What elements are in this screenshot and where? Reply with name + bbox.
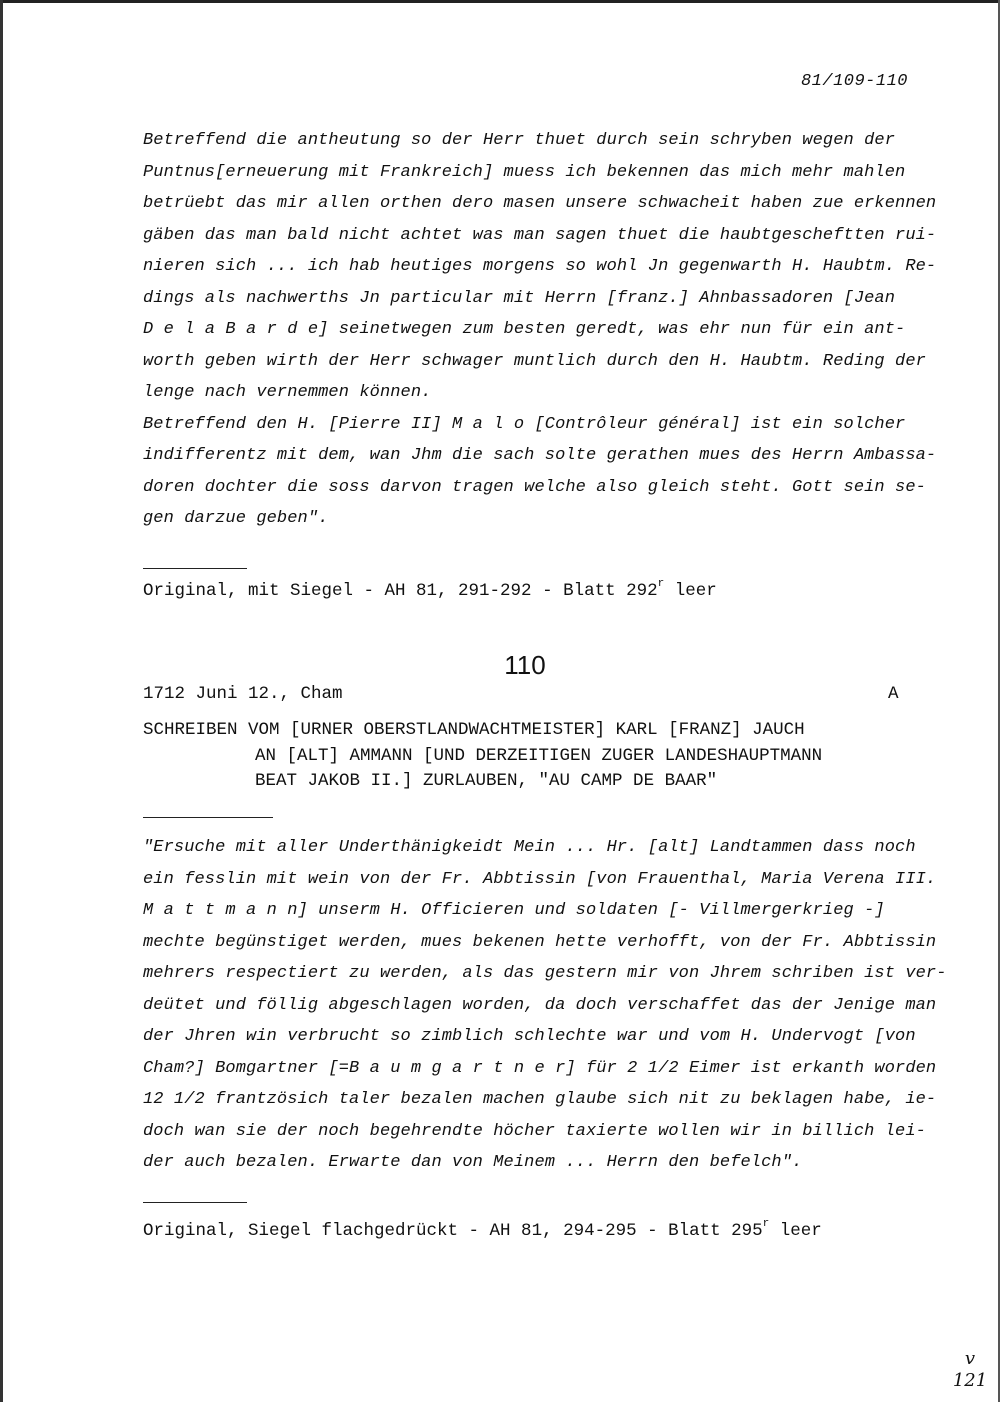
source-text-after: leer [769,1220,822,1241]
source-superscript: r [657,578,665,590]
source-text: Original, mit Siegel - AH 81, 291-292 - Blatt 292 [143,580,658,601]
letter-110-heading [143,718,923,795]
heading-rule [143,817,273,818]
source-text-after: leer [664,580,717,601]
text-line: Betreffend die antheutung so der Herr thuet durch sein schryben wegen der [143,131,896,150]
scan-edge-left [0,0,3,1402]
source-superscript: r [762,1218,770,1230]
text-line: M a t t m a n n] unserm H. Officieren und soldaten [- Villmergerkrieg -] [143,901,885,920]
text-line: der auch bezalen. Erwarte dan von Meinem ... Herrn den befelch". [143,1153,803,1172]
date-place: 1712 Juni 12., Cham [143,684,343,704]
text-line: deütet und föllig abgeschlagen worden, da doch verschaffet das der Jenige man [143,995,937,1015]
letter-109-source [143,580,717,601]
text-line: doren dochter die soss darvon tragen welche also gleich steht. Gott sein se- [143,477,926,497]
text-line: der Jhren win verbrucht so zimblich schlechte war und vom H. Undervogt [von [143,1027,916,1046]
text-line: D e l a B a r d e] seinetwegen zum besten geredt, was ehr nun für ein ant- [143,320,906,339]
handwritten-margin-note [948,1348,992,1392]
text-line: Cham?] Bomgartner [=B a u m g a r t n e r] für 2 1/2 Eimer ist erkanth worden [143,1058,937,1078]
text-line: nieren sich ... ich hab heutiges morgens so wohl Jn gegenwarth H. Haubtm. Re- [143,257,937,276]
document-number: 110 [504,650,546,680]
text-line: 12 1/2 frantzösich taler bezalen machen glaube sich nit zu beklagen habe, ie- [143,1090,937,1109]
text-line: doch wan sie der noch begehrendte höcher taxierte wollen wir in billich lei- [143,1121,926,1141]
text-line: worth geben wirth der Herr schwager muntlich durch den H. Haubtm. Reding der [143,351,926,371]
page-reference: 81/109-110 [800,72,908,91]
heading-line: AN [ALT] AMMANN [UND DERZEITIGEN ZUGER LANDESHAUPTMANN [255,745,823,766]
heading-line: SCHREIBEN VOM [URNER OBERSTLANDWACHTMEISTER] KARL [FRANZ] JAUCH [143,720,805,740]
footnote-rule [143,1202,247,1203]
text-line: Puntnus[erneuerung mit Frankreich] muess ich bekennen das mich mehr mahlen [143,162,906,182]
source-text: Original, Siegel flachgedrückt - AH 81, 294-295 - Blatt 295 [143,1220,763,1241]
letter-109-text [143,125,937,535]
text-line: mehrers respectiert zu werden, als das gestern mir von Jhrem schriben ist ver- [143,964,947,983]
text-line: gäben das man bald nicht achtet was man sagen thuet die haubtgescheftten rui- [143,225,937,245]
margin-check-mark: v [964,1348,976,1369]
text-line: betrüebt das mir allen orthen dero masen unsere schwacheit haben zue erkennen [143,194,937,213]
text-line: "Ersuche mit aller Underthänigkeidt Mein ... Hr. [alt] Landtammen dass noch [143,838,916,857]
footnote-rule [143,568,247,569]
text-line: dings als nachwerths Jn particular mit Herrn [franz.] Ahnbassadoren [Jean [143,288,896,308]
heading-line: BEAT JAKOB II.] ZURLAUBEN, "AU CAMP DE BAAR" [255,771,718,791]
margin-folio-number: 121 [952,1370,988,1391]
text-line: indifferentz mit dem, wan Jhm die sach solte gerathen mues des Herrn Ambassa- [143,446,937,465]
text-line: ein fesslin mit wein von der Fr. Abbtissin [von Frauenthal, Maria Verena III. [143,869,937,889]
text-line: gen darzue geben". [143,509,329,528]
letter-110-source [143,1220,822,1241]
letter-110-text [143,832,947,1179]
text-line: lenge nach vernemmen können. [143,383,432,402]
text-line: Betreffend den H. [Pierre II] M a l o [Contrôleur général] ist ein solcher [143,414,906,434]
category-letter: A [888,684,899,704]
scan-edge-top [0,0,1000,3]
text-line: mechte begünstiget werden, mues bekenen hette verhofft, von der Fr. Abbtissin [143,932,937,952]
